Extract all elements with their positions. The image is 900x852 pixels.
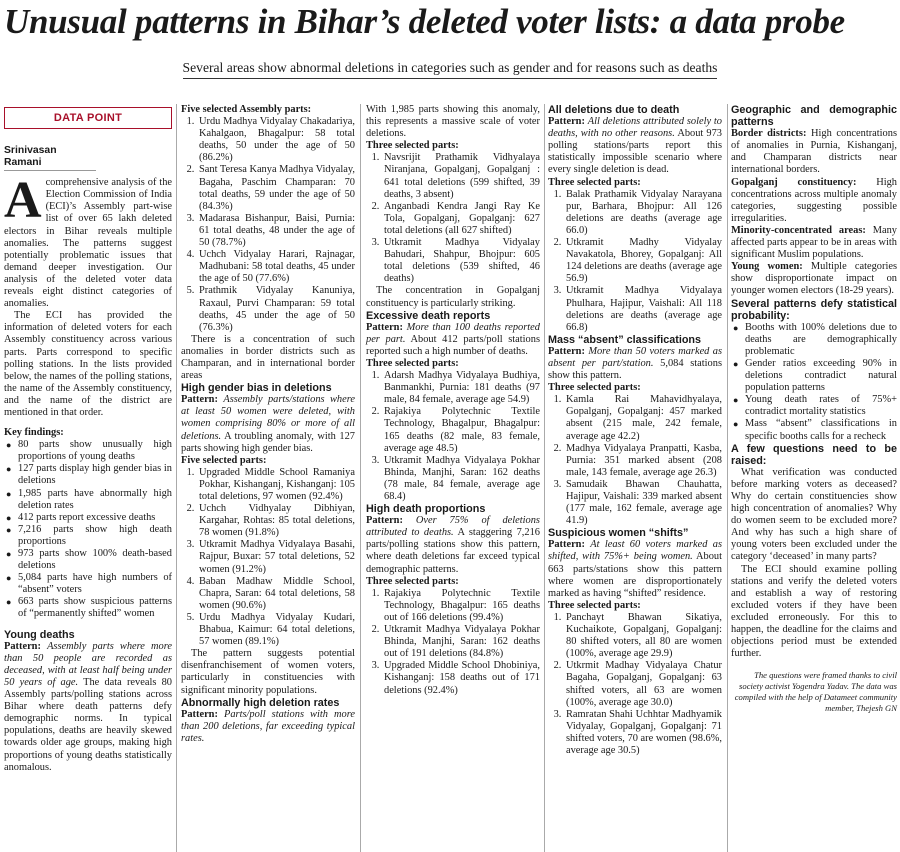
subsection-title: Five selected parts:: [181, 454, 267, 466]
list-item: 2. Uchch Vidhyalay Dibhiyan, Kargahar, Rohtas: 85 total deletions, 78 women (91.8%): [197, 503, 355, 539]
paragraph: What verification was conducted before marking voters as deceased? Why do certain constituencies show high concentration of anomalies? Why do women seem to be excluded more? And why has such a high share of young voters been excluded under the category ‘deceased’ in many parts?: [731, 466, 897, 563]
list-item: ● Mass “absent” classifications in specific booths calls for a recheck: [745, 418, 897, 442]
list-item: 1. Kamla Rai Mahavidhyalaya, Gopalganj, Gopalganj: 457 marked absent (215 male, 242 female, average age 42.2): [564, 394, 722, 442]
paragraph: Young women: Multiple categories show disproportionate impact on younger women electors (18-29 years).: [731, 261, 897, 297]
numbered-list: [548, 189, 722, 334]
list-item: ● Gender ratios exceeding 90% in deletions contradict natural population patterns: [745, 358, 897, 394]
list-item: 3. Ramratan Shahi Uchhtar Madhyamik Vidyalay, Gopalganj, Gopalganj: 71 shifted voters, 70 are women (98.6%, average age 30.5): [564, 709, 722, 757]
list-item: 2. Utkrmit Madhay Vidyalaya Chatur Bagaha, Gopalganj, Gopalganj: 63 shifted voters, all 63 are women (100%, average age 30.0): [564, 660, 722, 708]
list-item: 3. Madarasa Bishanpur, Baisi, Purnia: 61 total deaths, 48 under the age of 50 (78.7%): [197, 213, 355, 249]
note-paragraph: There is a concentration of such anomalies in border districts such as Champaran, and in international border areas: [181, 333, 355, 382]
list-item: 3. Utkramit Madhya Vidyalay Bahudari, Shahpur, Bhojpur: 605 total deletions (539 shifted, 46 deaths): [382, 237, 540, 285]
list-item: 3. Samudaik Bhawan Chauhatta, Hajipur, Vaishali: 339 marked absent (177 male, 162 female, average age 41.9): [564, 479, 722, 527]
headline: Unusual patterns in Bihar’s deleted voter lists: a data probe: [4, 2, 845, 41]
article-body: [0, 104, 900, 852]
key-findings-list: [4, 439, 172, 620]
list-item: 2. Utkramit Madhya Vidyalaya Pokhar Bhinda, Manjhi, Saran: 162 deaths out of 191 deletions (84.8%): [382, 624, 540, 660]
list-item: ● 80 parts show unusually high proportions of young deaths: [18, 439, 172, 463]
list-item: 1. Balak Prathamik Vidyalay Narayana pur, Barhara, Bhojpur: All 126 deletions are deaths (average age 66.0): [564, 189, 722, 237]
list-item: ● Young death rates of 75%+ contradict mortality statistics: [745, 394, 897, 418]
subsection-title: Three selected parts:: [366, 357, 459, 369]
list-item: ● 973 parts show 100% death-based deletions: [18, 548, 172, 572]
column-1: [4, 104, 172, 774]
list-item: ● 663 parts show suspicious patterns of “permanently shifted” women: [18, 596, 172, 620]
numbered-list: [366, 588, 540, 697]
list-item: 1. Navsrijit Prathamik Vidhyalaya Niranjana, Gopalganj, Gopalganj : 641 total deletions (599 shifted, 39 deaths, 3 absent): [382, 152, 540, 200]
list-item: ● 1,985 parts have abnormally high deletion rates: [18, 488, 172, 512]
list-item: 2. Sant Teresa Kanya Madhya Vidyalay, Bagaha, Paschim Champaran: 70 total deaths, 59 under the age of 50 (84.3%): [197, 164, 355, 212]
pattern-paragraph: Pattern: At least 60 voters marked as shifted, with 75%+ being women. About 663 parts/stations show this pattern where women are disproportionately marked as having “shifted” residence.: [548, 539, 722, 599]
credits: The questions were framed thanks to civil society activist Yogendra Yadav. The data was compiled with the help of Datameet community member, Thejesh GN: [734, 670, 897, 714]
section-label: DATA POINT: [4, 107, 172, 129]
pattern-paragraph: Pattern: Assembly parts/stations where at least 50 women were deleted, with women comprising 80% or more of all deletions. A troubling anomaly, with 127 parts showing high gender bias.: [181, 394, 355, 454]
paragraph: Minority-concentrated areas: Many affected parts appear to be in areas with significant Muslim populations.: [731, 224, 897, 261]
section-heading: Suspicious women “shifts”: [548, 527, 689, 540]
section-heading: Young deaths: [4, 628, 75, 641]
list-item: 5. Urdu Madhya Vidyalay Kudari, Bhabua, Kaimur: 64 total deletions, 57 women (89.1%): [197, 612, 355, 648]
section-heading: High death proportions: [366, 503, 486, 516]
pattern-paragraph: Pattern: All deletions attributed solely to deaths, with no other reasons. About 973 polling stations/parts report this statistically impossible scenario where every single deletion is dead.: [548, 116, 722, 176]
section-heading: High gender bias in deletions: [181, 382, 332, 395]
section-heading: Several patterns defy statistical probability:: [731, 297, 897, 322]
list-item: 2. Anganbadi Kendra Jangi Ray Ke Tola, Gopalganj, Gopalganj: 627 total deletions (all 627 shifted): [382, 201, 540, 237]
list-item: 1. Urdu Madhya Vidyalay Chakadariya, Kahalgaon, Bhagalpur: 58 total deaths, 50 under the age of 50 (86.2%): [197, 116, 355, 164]
numbered-list: [548, 394, 722, 527]
drop-cap: A: [4, 172, 42, 230]
column-2: [181, 104, 355, 745]
numbered-list: [181, 116, 355, 334]
list-item: 2. Madhya Vidyalaya Pranpatti, Kasba, Purnia: 351 marked absent (208 male, 143 female, average age 26.3): [564, 443, 722, 479]
intro-text: comprehensive analysis of the Election Commission of India (ECI)’s Assembly part-wise list of over 65 lakh deleted electors in Bihar reveals multiple anomalies. The patterns suggest potentially problematic issues that demand deeper investigation. Our analysis of the deleted voter data reveals eight distinct categories of anomalies.: [4, 177, 172, 310]
list-item: ● 7,216 parts show high death proportions: [18, 524, 172, 548]
list-item: 4. Uchch Vidyalay Harari, Rajnagar, Madhubani: 58 total deaths, 45 under the age of 50 (77.6%): [197, 249, 355, 285]
section-heading: A few questions need to be raised:: [731, 442, 897, 467]
numbered-list: [181, 467, 355, 648]
column-5: [731, 104, 897, 714]
list-item: ● 5,084 parts have high numbers of “absent” voters: [18, 572, 172, 596]
note-paragraph: The pattern suggests potential disenfranchisement of women voters, particularly in constituencies with significant minority populations.: [181, 648, 355, 696]
section-heading: Geographic and demographic patterns: [731, 104, 897, 129]
pattern-paragraph: Pattern: Over 75% of deletions attributed to deaths. A staggering 7,216 parts/polling stations show this pattern, where death deletions far exceed typical demographic patterns.: [366, 515, 540, 575]
list-item: 3. Upgraded Middle School Dhobiniya, Kishanganj: 158 deaths out of 171 deletions (92.4%): [382, 660, 540, 696]
byline: Srinivasan Ramani: [4, 145, 96, 171]
pattern-paragraph: Pattern: Assembly parts where more than 50 people are recorded as deceased, with at least half being under 50 years of age. The data reveals 80 Assembly parts/polling stations across Bihar where death patterns defy demographic norms. In typical populations, deaths are heavily skewed towards older age groups, making high proportions of young deaths statistically anomalous.: [4, 640, 172, 773]
list-item: 1. Rajakiya Polytechnic Textile Technology, Bhagalpur: 165 deaths out of 166 deletions (99.4%): [382, 588, 540, 624]
paragraph: Gopalganj constituency: High concentrations across multiple anomaly categories, suggesting possible irregularities.: [731, 176, 897, 224]
subsection-title: Three selected parts:: [366, 140, 459, 152]
key-findings-title: Key findings:: [4, 427, 64, 439]
subhead-text: Several areas show abnormal deletions in categories such as gender and for reasons such as deaths: [183, 60, 718, 79]
paragraph: With 1,985 parts showing this anomaly, this represents a massive scale of voter deletions.: [366, 104, 540, 140]
list-item: 3. Utkramit Madhya Vidyalaya Phulhara, Hajipur, Vaishali: All 118 deletions are deaths (average age 66.8): [564, 285, 722, 333]
numbered-list: [366, 370, 540, 503]
subsection-title: Five selected Assembly parts:: [181, 104, 312, 115]
section-heading: Excessive death reports: [366, 309, 491, 322]
list-item: 5. Prathmik Vidyalay Kanuniya, Raxaul, Purvi Champaran: 59 total deaths, 45 under the age of 50 (76.3%): [197, 285, 355, 333]
list-item: ● Booths with 100% deletions due to deaths are demographically problematic: [745, 322, 897, 358]
subsection-title: Three selected parts:: [366, 575, 459, 587]
column-divider: [176, 104, 177, 852]
subsection-title: Three selected parts:: [548, 599, 641, 611]
list-item: 3. Utkramit Madhya Vidyalaya Pokhar Bhinda, Manjhi, Saran: 162 deaths (78 male, 84 female, average age 68.4): [382, 455, 540, 503]
pattern-paragraph: Pattern: More than 50 voters marked as absent per part/station. 5,084 stations show this pattern.: [548, 345, 722, 382]
section-heading: Mass “absent” classifications: [548, 333, 702, 346]
column-divider: [360, 104, 361, 852]
list-item: 1. Upgraded Middle School Ramaniya Pokhar, Kishanganj, Kishanganj: 105 total deletions, 97 women (92.4%): [197, 467, 355, 503]
column-4: [548, 104, 722, 757]
list-item: 3. Utkramit Madhya Vidyalaya Basahi, Rajpur, Buxar: 57 total deletions, 52 women (91.2%): [197, 539, 355, 575]
numbered-list: [548, 612, 722, 757]
bullet-list: [731, 322, 897, 443]
list-item: ● 412 parts report excessive deaths: [18, 512, 172, 524]
list-item: 1. Panchayt Bhawan Sikatiya, Kuchaikote, Gopalganj, Gopalganj: 80 shifted voters, all 80 are women (100%, average age 29.9): [564, 612, 722, 660]
pattern-paragraph: Pattern: More than 100 deaths reported per part. About 412 parts/poll stations reported such a high number of deaths.: [366, 321, 540, 357]
intro-paragraph-2: The ECI has provided the information of deleted voters for each Assembly constituency across various parts. Parts correspond to specific polling stations. In the lists provided below, the names of the polling stations, the name of the Assembly constituency, and the name of the district are mentioned in that order.: [4, 310, 172, 418]
paragraph: The ECI should examine polling stations and verify the deleted voters and establish a way of restoring excluded voters if they have been excluded erroneously. For this to happen, the deadline for the claims and objections period must be extended further.: [731, 563, 897, 660]
list-item: 2. Rajakiya Polytechnic Textile Technology, Bhagalpur, Bhagalpur: 165 deaths (82 male, 83 female, average age 48.5): [382, 406, 540, 454]
list-item: 1. Adarsh Madhya Vidyalaya Budhiya, Banmankhi, Purnia: 181 deaths (97 male, 84 female, average age 54.9): [382, 370, 540, 406]
column-3: [366, 104, 540, 697]
intro-paragraph: [4, 172, 172, 310]
subsection-title: Three selected parts:: [548, 382, 641, 394]
column-divider: [727, 104, 728, 852]
note-paragraph: The concentration in Gopalganj constituency is particularly striking.: [366, 285, 540, 309]
list-item: 4. Baban Madhaw Middle School, Chapra, Saran: 64 total deletions, 58 women (90.6%): [197, 576, 355, 612]
column-divider: [544, 104, 545, 852]
numbered-list: [366, 152, 540, 285]
pattern-paragraph: Pattern: Parts/poll stations with more than 200 deletions, far exceeding typical rates.: [181, 708, 355, 744]
subhead: [0, 42, 900, 79]
paragraph: Border districts: High concentrations of anomalies in Purnia, Kishanganj, and Champaran districts near international borders.: [731, 128, 897, 176]
list-item: ● 127 parts display high gender bias in deletions: [18, 463, 172, 487]
section-heading: Abnormally high deletion rates: [181, 696, 340, 709]
list-item: 2. Utkramit Madhy Vidyalay Navakatola, Bhorey, Gopalganj: All 124 deletions are deaths (average age 56.9): [564, 237, 722, 285]
section-heading: All deletions due to death: [548, 104, 680, 116]
subsection-title: Three selected parts:: [548, 176, 641, 188]
